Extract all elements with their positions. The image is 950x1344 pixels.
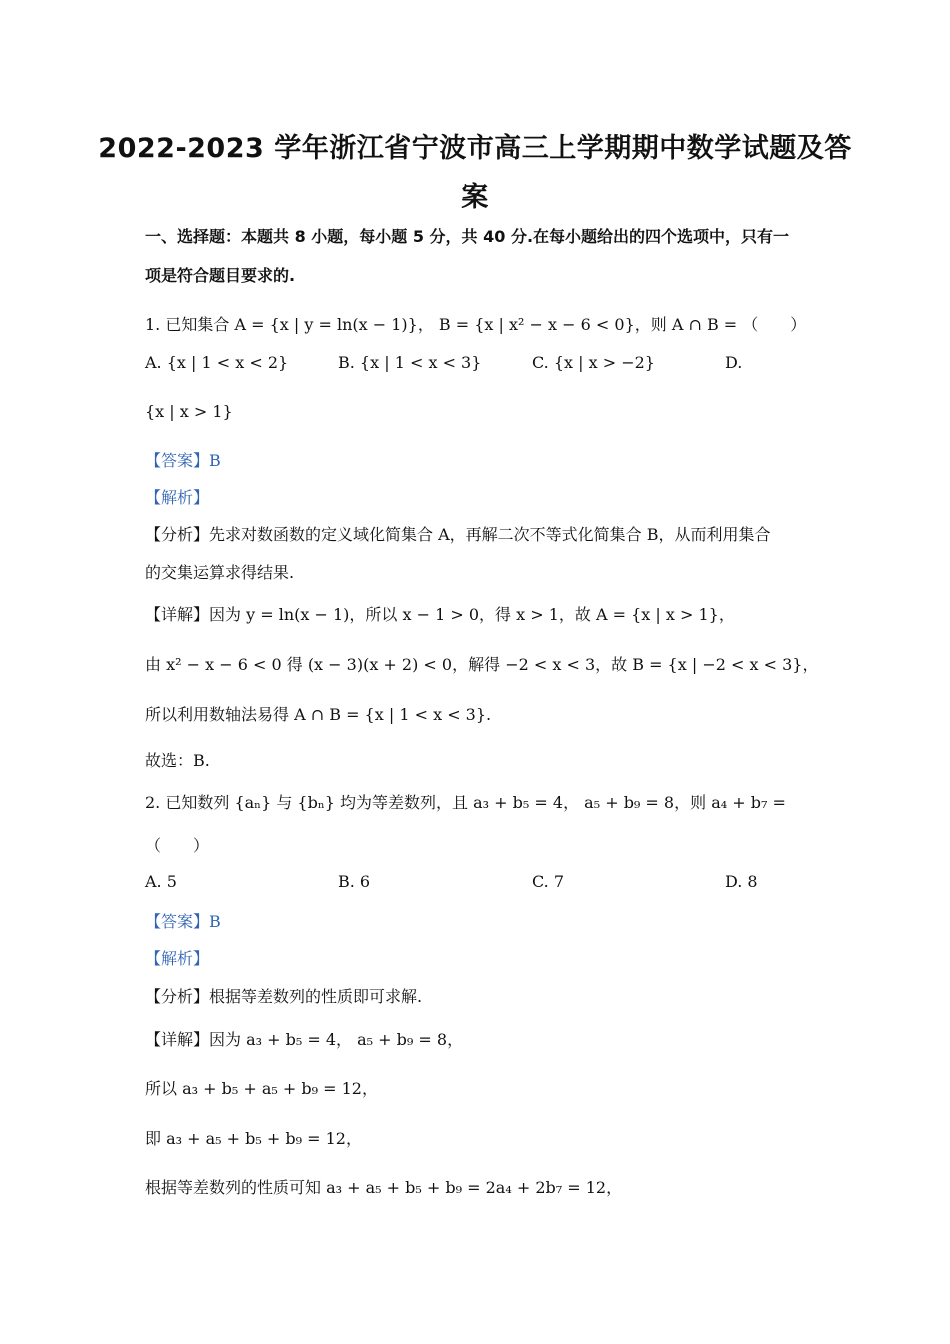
q1-answer: 【答案】B	[145, 451, 221, 470]
q2-detail-1: 【详解】因为 a₃ + b₅ = 4， a₅ + b₉ = 8，	[145, 1030, 464, 1049]
q2-option-c: C. 7	[532, 872, 565, 891]
page-title: 2022-2023 学年浙江省宁波市高三上学期期中数学试题及答	[98, 133, 852, 164]
q1-detail-2: 由 x² − x − 6 < 0 得 (x − 3)(x + 2) < 0，解得 −2 < x < 3，故 B = {x | −2 < x < 3}，	[145, 655, 819, 674]
q2-option-b: B. 6	[338, 872, 371, 891]
q2-option-d: D. 8	[725, 872, 758, 891]
section-heading: 一、选择题：本题共 8 小题，每小题 5 分，共 40 分.在每小题给出的四个选项中，只有一	[145, 227, 790, 246]
q1-fenxi-continued: 的交集运算求得结果.	[145, 563, 295, 582]
q2-option-a: A. 5	[145, 872, 177, 891]
q1-fenxi: 【分析】先求对数函数的定义域化简集合 A，再解二次不等式化简集合 B，从而利用集合	[145, 525, 771, 544]
q1-detail-1: 【详解】因为 y = ln(x − 1)，所以 x − 1 > 0，得 x > 1，故 A = {x | x > 1}，	[145, 605, 735, 624]
q2-detail-4: 根据等差数列的性质可知 a₃ + a₅ + b₅ + b₉ = 2a₄ + 2b₇ = 12，	[145, 1178, 623, 1197]
q2-detail-2: 所以 a₃ + b₅ + a₅ + b₉ = 12，	[145, 1079, 378, 1098]
page-title-continued: 案	[461, 182, 489, 213]
q2-fenxi: 【分析】根据等差数列的性质即可求解.	[145, 987, 423, 1006]
section-heading-continued: 项是符合题目要求的.	[145, 266, 296, 285]
q1-option-a: A. {x | 1 < x < 2}	[145, 353, 289, 372]
q1-option-b: B. {x | 1 < x < 3}	[338, 353, 482, 372]
q1-option-c: C. {x | x > −2}	[532, 353, 655, 372]
q1-option-d: D.	[725, 353, 743, 372]
q1-choose: 故选：B.	[145, 751, 210, 770]
q2-analysis-tag: 【解析】	[145, 949, 210, 968]
q2-detail-3: 即 a₃ + a₅ + b₅ + b₉ = 12，	[145, 1129, 362, 1148]
q2-answer: 【答案】B	[145, 912, 221, 931]
q1-option-d-value: {x | x > 1}	[145, 402, 233, 421]
q1-analysis-tag: 【解析】	[145, 488, 210, 507]
q1-detail-3: 所以利用数轴法易得 A ∩ B = {x | 1 < x < 3}.	[145, 705, 492, 724]
q2-paren: （ ）	[145, 836, 210, 855]
question-2-stem: 2. 已知数列 {aₙ} 与 {bₙ} 均为等差数列，且 a₃ + b₅ = 4， a₅ + b₉ = 8，则 a₄ + b₇ =	[145, 793, 786, 812]
question-1-stem: 1. 已知集合 A = {x | y = ln(x − 1)}， B = {x | x² − x − 6 < 0}，则 A ∩ B = （ ）	[145, 315, 807, 334]
